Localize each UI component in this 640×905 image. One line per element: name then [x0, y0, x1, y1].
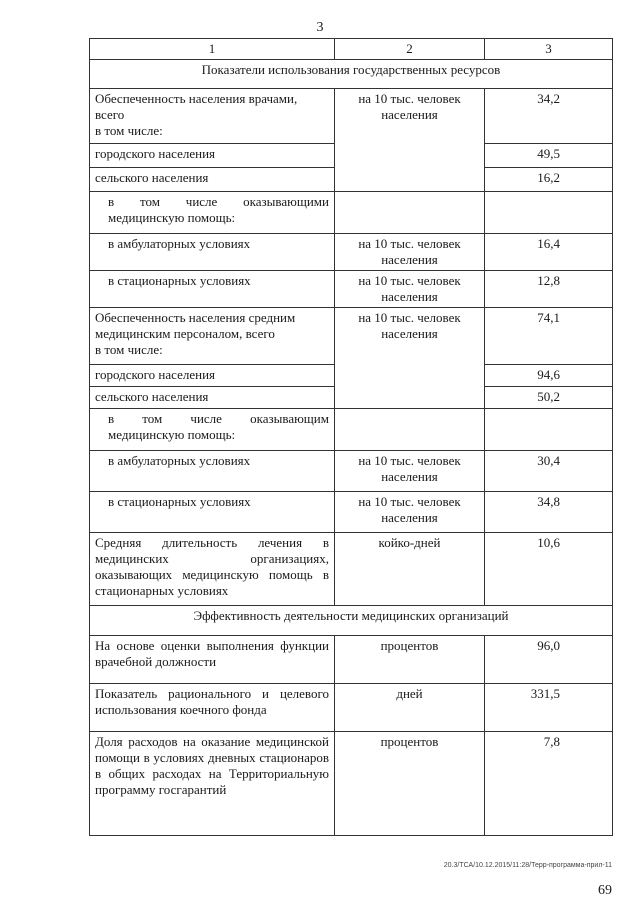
table-row [90, 308, 613, 365]
row-label-nurses-stat: в стационарных условиях [90, 492, 335, 533]
row-value-day-hospital: 7,8 [485, 732, 613, 836]
row-unit-nurses: на 10 тыс. человек населения [335, 308, 485, 409]
row-label-nurses-urban: городского населения [90, 365, 335, 387]
table-row [90, 732, 613, 836]
empty-cell [485, 192, 613, 234]
empty-cell [485, 409, 613, 451]
row-value-doctors-stat: 12,8 [485, 271, 613, 308]
row-label-nurses: Обеспеченность населения средним медицинским персоналом, всего в том числе: [90, 308, 335, 365]
row-label-doctors-amb: в амбулаторных условиях [90, 234, 335, 271]
table-header-row [90, 39, 613, 60]
row-label-avg-stay: Средняя длительность лечения в медицинских организациях, оказывающих медицинскую помощь в стационарных условиях [90, 533, 335, 606]
indicators-table [89, 38, 613, 836]
row-label-doctors: Обеспеченность населения врачами, всего в том числе: [90, 89, 335, 144]
footer-document-code: 20.3/ТСА/10.12.2015/11:28/Терр-программа-прил-11 [443, 862, 612, 869]
table-row [90, 271, 613, 308]
section-title-resources: Показатели использования государственных ресурсов [90, 60, 613, 89]
row-unit-avg-stay: койко-дней [335, 533, 485, 606]
section-row-resources [90, 60, 613, 89]
row-unit-doctors-stat: на 10 тыс. человек населения [335, 271, 485, 308]
row-unit-nurses-amb: на 10 тыс. человек населения [335, 451, 485, 492]
row-value-nurses-rural: 50,2 [485, 387, 613, 409]
row-unit-doctors: на 10 тыс. человек населения [335, 89, 485, 192]
row-value-avg-stay: 10,6 [485, 533, 613, 606]
row-value-doctors: 34,2 [485, 89, 613, 144]
row-label-nurses-rural: сельского населения [90, 387, 335, 409]
row-label-doctor-function: На основе оценки выполнения функции врачебной должности [90, 636, 335, 684]
row-unit-bed-fund: дней [335, 684, 485, 732]
table-row [90, 192, 613, 234]
table-row [90, 636, 613, 684]
table-row [90, 533, 613, 606]
header-col-2: 2 [335, 39, 485, 60]
header-col-3: 3 [485, 39, 613, 60]
table-row [90, 684, 613, 732]
table-row [90, 492, 613, 533]
table-row [90, 451, 613, 492]
row-label-doctors-urban: городского населения [90, 144, 335, 168]
row-label-doctors-incl: в том числе оказывающими медицинскую помощь: [90, 192, 335, 234]
table-row [90, 234, 613, 271]
row-unit-doctor-function: процентов [335, 636, 485, 684]
section-row-efficiency [90, 606, 613, 636]
row-label-nurses-amb: в амбулаторных условиях [90, 451, 335, 492]
row-value-doctors-urban: 49,5 [485, 144, 613, 168]
row-label-doctors-stat: в стационарных условиях [90, 271, 335, 308]
header-col-1: 1 [90, 39, 335, 60]
page-number-top: 3 [316, 20, 324, 35]
row-label-nurses-incl: в том числе оказывающим медицинскую помощь: [90, 409, 335, 451]
empty-cell [335, 192, 485, 234]
row-unit-doctors-amb: на 10 тыс. человек населения [335, 234, 485, 271]
empty-cell [335, 409, 485, 451]
row-value-nurses-amb: 30,4 [485, 451, 613, 492]
row-unit-day-hospital: процентов [335, 732, 485, 836]
row-value-nurses-urban: 94,6 [485, 365, 613, 387]
page-number-bottom: 69 [598, 883, 612, 898]
row-value-nurses: 74,1 [485, 308, 613, 365]
row-label-doctors-rural: сельского населения [90, 168, 335, 192]
row-value-doctor-function: 96,0 [485, 636, 613, 684]
row-unit-nurses-stat: на 10 тыс. человек населения [335, 492, 485, 533]
table-row [90, 89, 613, 144]
row-value-doctors-rural: 16,2 [485, 168, 613, 192]
row-value-nurses-stat: 34,8 [485, 492, 613, 533]
row-label-bed-fund: Показатель рационального и целевого использования коечного фонда [90, 684, 335, 732]
table-row [90, 409, 613, 451]
section-title-efficiency: Эффективность деятельности медицинских организаций [90, 606, 613, 636]
row-label-day-hospital: Доля расходов на оказание медицинской помощи в условиях дневных стационаров в общих расходах на Территориальную программу госгарантий [90, 732, 335, 836]
row-value-doctors-amb: 16,4 [485, 234, 613, 271]
row-value-bed-fund: 331,5 [485, 684, 613, 732]
